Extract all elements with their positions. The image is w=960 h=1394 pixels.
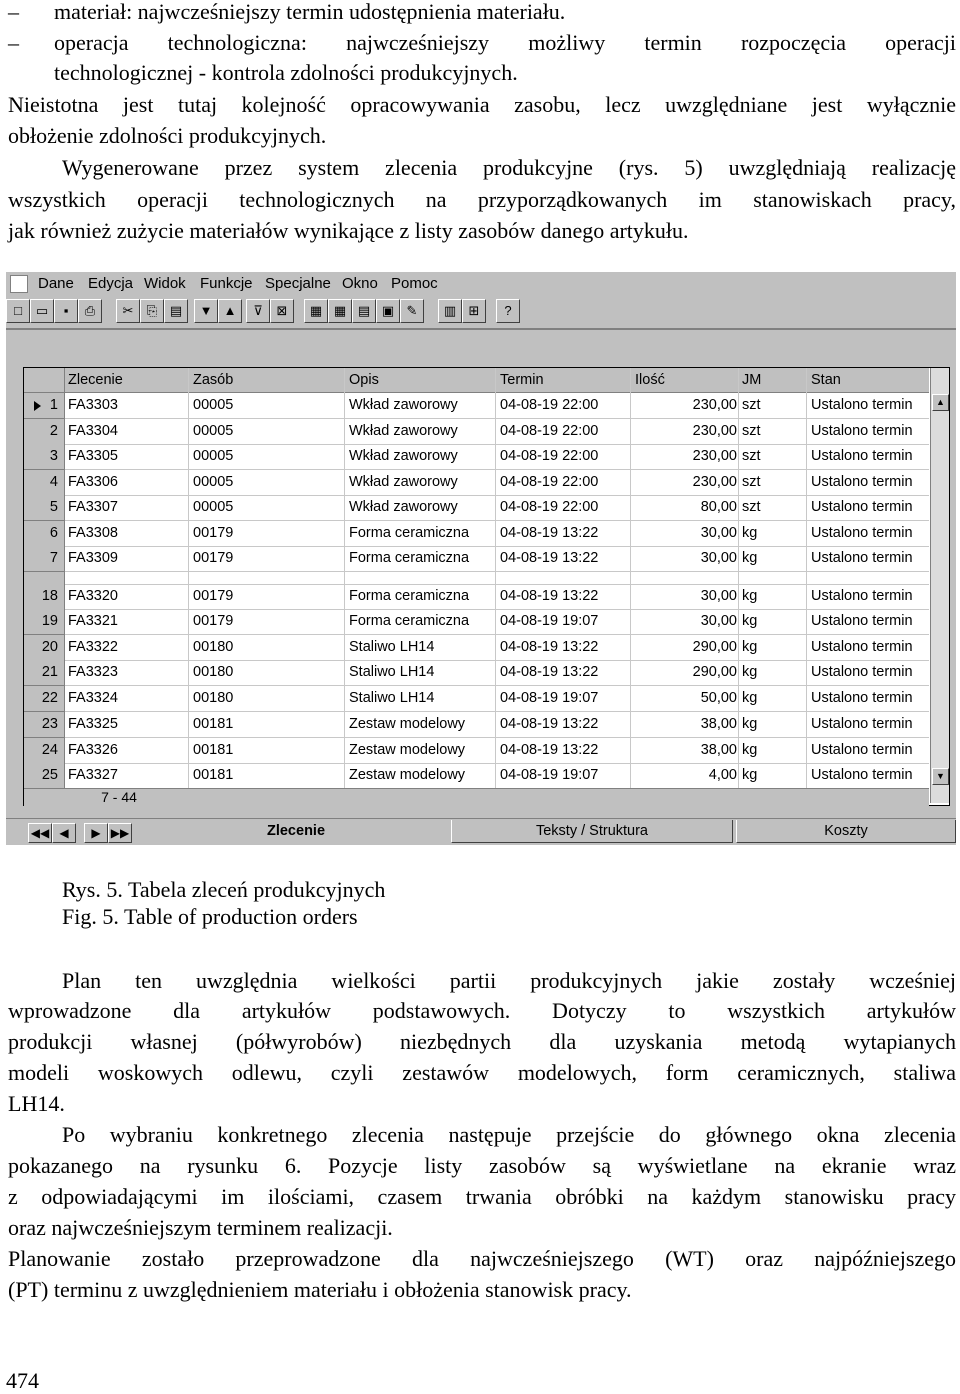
tab-bar: [6, 818, 956, 845]
table-header: [24, 368, 929, 393]
bullet-line-1: [8, 0, 19, 27]
row-number[interactable]: [24, 470, 65, 496]
row-number-label: 2: [49, 423, 58, 439]
cell-stan[interactable]: Ustalono termin: [811, 639, 913, 655]
cell-jm[interactable]: kg: [742, 639, 758, 655]
cell-opis[interactable]: Forma ceramiczna: [349, 525, 470, 541]
paragraph-4-line-2: pokazanego na rysunku 6. Pozycje listy zasobów są wyświetlane na ekranie wraz: [8, 1153, 956, 1178]
cell-jm[interactable]: kg: [742, 550, 758, 566]
row-number-label: 24: [41, 742, 58, 758]
row-number-label: 22: [41, 690, 58, 706]
cell-jm[interactable]: kg: [742, 664, 758, 680]
cell-zasob[interactable]: 00179: [193, 588, 234, 604]
cell-zasob[interactable]: 00179: [193, 613, 234, 629]
cell-opis[interactable]: Zestaw modelowy: [349, 767, 466, 783]
orders-table: [23, 367, 950, 806]
table-row[interactable]: [24, 393, 929, 419]
cell-opis[interactable]: Zestaw modelowy: [349, 716, 466, 732]
menu-funkcje[interactable]: Funkcje: [200, 275, 253, 292]
cell-ilosc[interactable]: 230,00: [692, 474, 737, 490]
cell-zasob[interactable]: 00179: [193, 550, 234, 566]
scroll-down-icon[interactable]: ▼: [932, 768, 949, 785]
table-row[interactable]: [24, 712, 929, 738]
column-separator[interactable]: [344, 368, 345, 788]
cell-jm[interactable]: szt: [742, 474, 761, 490]
menu-specjalne[interactable]: Specjalne: [265, 275, 331, 292]
prev-record-icon[interactable]: ◀: [52, 823, 76, 843]
table-row[interactable]: [24, 609, 929, 635]
cell-ilosc[interactable]: 290,00: [692, 639, 737, 655]
paragraph-1-line-1: Nieistotna jest tutaj kolejność opracowywania zasobu, lecz uwzględniane jest wyłącznie: [8, 92, 956, 117]
table-row[interactable]: [24, 546, 929, 572]
copy-icon[interactable]: ⎘: [140, 299, 164, 323]
table-footer: [24, 788, 929, 806]
table-row[interactable]: [24, 584, 929, 610]
tab-zlecenie[interactable]: Zlecenie: [146, 820, 446, 842]
cell-zlecenie[interactable]: FA3324: [68, 690, 118, 706]
bullet-operation: operacja technologiczna: najwcześniejszy możliwy termin rozpoczęcia operacji: [54, 30, 956, 55]
table-row[interactable]: [24, 521, 929, 547]
col-termin[interactable]: Termin: [500, 372, 544, 388]
paragraph-4-line-1: Po wybraniu konkretnego zlecenia następuje przejście do głównego okna zlecenia: [62, 1122, 956, 1147]
table-row[interactable]: [24, 763, 929, 789]
cell-opis[interactable]: Staliwo LH14: [349, 639, 435, 655]
cell-termin[interactable]: 04-08-19 22:00: [500, 448, 599, 464]
paragraph-2-line-3: jak również zużycie materiałów wynikające z listy zasobów danego artykułu.: [8, 218, 689, 243]
row-number-label: 18: [41, 588, 58, 604]
cell-zlecenie[interactable]: FA3321: [68, 613, 118, 629]
row-number[interactable]: [24, 609, 65, 635]
table-row[interactable]: [24, 470, 929, 496]
cell-ilosc[interactable]: 38,00: [700, 742, 737, 758]
cell-zasob[interactable]: 00180: [193, 639, 234, 655]
cell-ilosc[interactable]: 80,00: [700, 499, 737, 515]
menu-pomoc[interactable]: Pomoc: [391, 275, 438, 292]
paragraph-2-line-1: Wygenerowane przez system zlecenia produkcyjne (rys. 5) uwzględniają realizację: [62, 155, 956, 180]
row-number[interactable]: [24, 712, 65, 738]
vertical-scrollbar[interactable]: [930, 368, 949, 803]
row-number[interactable]: [24, 763, 65, 789]
cell-zasob[interactable]: 00005: [193, 448, 234, 464]
cell-termin[interactable]: 04-08-19 22:00: [500, 423, 599, 439]
column-separator[interactable]: [806, 368, 807, 788]
cell-zasob[interactable]: 00005: [193, 474, 234, 490]
cell-ilosc[interactable]: 38,00: [700, 716, 737, 732]
cell-termin[interactable]: 04-08-19 19:07: [500, 767, 599, 783]
table-row[interactable]: [24, 419, 929, 445]
cell-termin[interactable]: 04-08-19 22:00: [500, 397, 599, 413]
cell-opis[interactable]: Wkład zaworowy: [349, 448, 458, 464]
paragraph-1-line-2: obłożenie zdolności produkcyjnych.: [8, 123, 327, 148]
cell-opis[interactable]: Wkład zaworowy: [349, 499, 458, 515]
sort-down-icon[interactable]: ▼: [194, 299, 218, 323]
table-row[interactable]: [24, 660, 929, 686]
cell-zasob[interactable]: 00180: [193, 690, 234, 706]
paste-icon[interactable]: ▤: [164, 299, 188, 323]
corner-cell: [24, 368, 65, 392]
paragraph-2-line-2: wszystkich operacji technologicznych na przyporządkowanych im stanowiskach pracy,: [8, 187, 956, 212]
cell-stan[interactable]: Ustalono termin: [811, 690, 913, 706]
row-number-label: 25: [41, 767, 58, 783]
row-number[interactable]: [24, 444, 65, 470]
cell-zlecenie[interactable]: FA3322: [68, 639, 118, 655]
paragraph-3-line-5: LH14.: [8, 1091, 65, 1116]
cell-termin[interactable]: 04-08-19 22:00: [500, 499, 599, 515]
cell-termin[interactable]: 04-08-19 13:22: [500, 550, 599, 566]
cell-ilosc[interactable]: 230,00: [692, 423, 737, 439]
row-number[interactable]: [24, 546, 65, 572]
cell-ilosc[interactable]: 4,00: [708, 767, 737, 783]
cell-termin[interactable]: 04-08-19 13:22: [500, 639, 599, 655]
column-separator[interactable]: [188, 368, 189, 788]
cell-opis[interactable]: Staliwo LH14: [349, 690, 435, 706]
bullet-line-2: –: [8, 30, 19, 55]
cell-zasob[interactable]: 00005: [193, 397, 234, 413]
menu-dane[interactable]: Dane: [38, 275, 74, 292]
row-number[interactable]: [24, 660, 65, 686]
cell-termin[interactable]: 04-08-19 13:22: [500, 742, 599, 758]
column-separator[interactable]: [495, 368, 496, 788]
cell-zasob[interactable]: 00181: [193, 742, 234, 758]
row-number-label: 5: [49, 499, 58, 515]
cell-zlecenie[interactable]: FA3327: [68, 767, 118, 783]
help-icon[interactable]: ?: [496, 299, 520, 323]
bullet-material: materiał: najwcześniejszy termin udostępnienia materiału.: [54, 0, 566, 24]
table-row[interactable]: [24, 635, 929, 661]
menu-edycja[interactable]: Edycja: [88, 275, 134, 292]
table-row[interactable]: [24, 495, 929, 521]
cell-zlecenie[interactable]: FA3320: [68, 588, 118, 604]
row-number-label: 6: [49, 525, 58, 541]
cell-stan[interactable]: Ustalono termin: [811, 550, 913, 566]
menu-okno[interactable]: Okno: [342, 275, 378, 292]
row-number[interactable]: [24, 419, 65, 445]
scroll-up-icon[interactable]: ▲: [932, 394, 949, 411]
cell-opis[interactable]: Staliwo LH14: [349, 664, 435, 680]
columns-icon[interactable]: ▥: [438, 299, 462, 323]
row-number[interactable]: [24, 686, 65, 712]
cell-stan[interactable]: Ustalono termin: [811, 767, 913, 783]
first-record-icon[interactable]: ◀◀: [28, 823, 52, 843]
cell-jm[interactable]: szt: [742, 423, 761, 439]
cell-zasob[interactable]: 00005: [193, 423, 234, 439]
paragraph-3-line-4: modeli woskowych odlewu, czyli zestawów modelowych, form ceramicznych, staliwa: [8, 1060, 956, 1085]
row-number-label: 7: [49, 550, 58, 566]
row-number[interactable]: [24, 738, 65, 764]
paragraph-4-line-3: z odpowiadającymi im ilościami, czasem trwania obróbki na każdym stanowisku pracy: [8, 1184, 956, 1209]
cell-zlecenie[interactable]: FA3326: [68, 742, 118, 758]
print-icon[interactable]: ⎙: [78, 299, 102, 323]
filter-off-icon[interactable]: ⊠: [270, 299, 294, 323]
dash: –: [8, 0, 19, 24]
cell-jm[interactable]: kg: [742, 588, 758, 604]
row-number-label: 20: [41, 639, 58, 655]
cell-opis[interactable]: Wkład zaworowy: [349, 423, 458, 439]
menu-widok[interactable]: Widok: [144, 275, 186, 292]
table-row[interactable]: [24, 444, 929, 470]
cell-zlecenie[interactable]: FA3306: [68, 474, 118, 490]
table-row[interactable]: [24, 686, 929, 712]
col-zlecenie[interactable]: Zlecenie: [68, 372, 123, 388]
row-number[interactable]: [24, 495, 65, 521]
cell-opis[interactable]: Wkład zaworowy: [349, 474, 458, 490]
current-row-arrow-icon: [34, 401, 41, 411]
cell-ilosc[interactable]: 30,00: [700, 525, 737, 541]
cell-zlecenie[interactable]: FA3307: [68, 499, 118, 515]
col-ilosc[interactable]: Ilość: [635, 372, 665, 388]
cell-termin[interactable]: 04-08-19 13:22: [500, 525, 599, 541]
cell-jm[interactable]: szt: [742, 499, 761, 515]
cell-zlecenie[interactable]: FA3303: [68, 397, 118, 413]
row-number[interactable]: [24, 521, 65, 547]
cell-zlecenie[interactable]: FA3323: [68, 664, 118, 680]
cell-opis[interactable]: Zestaw modelowy: [349, 742, 466, 758]
cell-zasob[interactable]: 00181: [193, 716, 234, 732]
grid-view-icon[interactable]: ▦: [328, 299, 352, 323]
sort-up-icon[interactable]: ▲: [218, 299, 242, 323]
row-number-label: 3: [49, 448, 58, 464]
cell-jm[interactable]: szt: [742, 448, 761, 464]
paragraph-3-line-2: wprowadzone dla artykułów podstawowych. Dotyczy to wszystkich artykułów: [8, 998, 956, 1023]
cell-ilosc[interactable]: 30,00: [700, 613, 737, 629]
cell-jm[interactable]: kg: [742, 613, 758, 629]
cell-opis[interactable]: Forma ceramiczna: [349, 588, 470, 604]
new-icon[interactable]: □: [6, 299, 30, 323]
paragraph-4-line-4: oraz najwcześniejszym terminem realizacji.: [8, 1215, 393, 1240]
cell-stan[interactable]: Ustalono termin: [811, 525, 913, 541]
cell-jm[interactable]: kg: [742, 690, 758, 706]
system-menu-icon[interactable]: [10, 275, 28, 293]
next-record-icon[interactable]: ▶: [84, 823, 108, 843]
col-opis[interactable]: Opis: [349, 372, 379, 388]
row-number-label: 21: [41, 664, 58, 680]
cell-stan[interactable]: Ustalono termin: [811, 474, 913, 490]
paragraph-5-line-1: Planowanie zostało przeprowadzone dla najwcześniejszego (WT) oraz najpóźniejszego: [8, 1246, 956, 1271]
row-number-label: 19: [41, 613, 58, 629]
cell-zasob[interactable]: 00180: [193, 664, 234, 680]
tab-teksty-struktura[interactable]: Teksty / Struktura: [451, 820, 733, 843]
last-record-icon[interactable]: ▶▶: [108, 823, 132, 843]
toolbar: [6, 296, 956, 326]
cell-opis[interactable]: Forma ceramiczna: [349, 550, 470, 566]
tab-koszty[interactable]: Koszty: [736, 820, 956, 843]
cell-jm[interactable]: kg: [742, 525, 758, 541]
cell-zasob[interactable]: 00005: [193, 499, 234, 515]
form-view-icon[interactable]: ▤: [352, 299, 376, 323]
application-window: [6, 272, 956, 845]
cell-zlecenie[interactable]: FA3308: [68, 525, 118, 541]
row-number[interactable]: [24, 635, 65, 661]
row-number[interactable]: [24, 584, 65, 610]
col-stan[interactable]: Stan: [811, 372, 841, 388]
cell-stan[interactable]: Ustalono termin: [811, 742, 913, 758]
open-icon[interactable]: ▭: [30, 299, 54, 323]
tree-icon[interactable]: ⊞: [462, 299, 486, 323]
column-separator[interactable]: [738, 368, 739, 788]
cell-termin[interactable]: 04-08-19 13:22: [500, 716, 599, 732]
cell-stan[interactable]: Ustalono termin: [811, 588, 913, 604]
cell-stan[interactable]: Ustalono termin: [811, 613, 913, 629]
paragraph-3-line-3: produkcji własnej (półwyrobów) niezbędnych dla uzyskania metodą wytapianych: [8, 1029, 956, 1054]
cell-ilosc[interactable]: 30,00: [700, 550, 737, 566]
list-view-icon[interactable]: ▣: [376, 299, 400, 323]
cell-opis[interactable]: Wkład zaworowy: [349, 397, 458, 413]
record-range: 7 - 44: [24, 789, 214, 805]
bullet-operation-cont: technologicznej - kontrola zdolności produkcyjnych.: [54, 60, 518, 85]
col-zasob[interactable]: Zasób: [193, 372, 234, 388]
cell-ilosc[interactable]: 230,00: [692, 448, 737, 464]
cell-stan[interactable]: Ustalono termin: [811, 716, 913, 732]
filter-icon[interactable]: ⊽: [246, 299, 270, 323]
cell-opis[interactable]: Forma ceramiczna: [349, 613, 470, 629]
cell-zlecenie[interactable]: FA3305: [68, 448, 118, 464]
row-number-label: 4: [49, 474, 58, 490]
cell-ilosc[interactable]: 50,00: [700, 690, 737, 706]
paragraph-5-line-2: (PT) terminu z uwzględnieniem materiału i obłożenia stanowisk pracy.: [8, 1277, 632, 1302]
page-number: 474: [6, 1368, 39, 1393]
cell-zasob[interactable]: 00179: [193, 525, 234, 541]
cell-ilosc[interactable]: 290,00: [692, 664, 737, 680]
cut-icon[interactable]: ✂: [116, 299, 140, 323]
cell-zlecenie[interactable]: FA3309: [68, 550, 118, 566]
cell-ilosc[interactable]: 30,00: [700, 588, 737, 604]
paragraph-3-line-1: Plan ten uwzględnia wielkości partii produkcyjnych jakie zostały wcześniej: [62, 968, 956, 993]
cell-stan[interactable]: Ustalono termin: [811, 448, 913, 464]
row-number-label: 1: [49, 397, 58, 413]
row-number-label: 23: [41, 716, 58, 732]
table-row[interactable]: [24, 738, 929, 764]
row-number[interactable]: [24, 393, 65, 419]
cell-zlecenie[interactable]: FA3304: [68, 423, 118, 439]
col-jm[interactable]: JM: [742, 372, 762, 388]
cell-jm[interactable]: kg: [742, 767, 758, 783]
cell-stan[interactable]: Ustalono termin: [811, 423, 913, 439]
save-icon[interactable]: ▪: [54, 299, 78, 323]
cell-jm[interactable]: kg: [742, 742, 758, 758]
cell-termin[interactable]: 04-08-19 13:22: [500, 588, 599, 604]
cell-jm[interactable]: szt: [742, 397, 761, 413]
cell-jm[interactable]: kg: [742, 716, 758, 732]
cell-termin[interactable]: 04-08-19 19:07: [500, 690, 599, 706]
cell-termin[interactable]: 04-08-19 13:22: [500, 664, 599, 680]
cell-stan[interactable]: Ustalono termin: [811, 664, 913, 680]
edit-icon[interactable]: ✎: [400, 299, 424, 323]
table-view-icon[interactable]: ▦: [304, 299, 328, 323]
figure-caption-pl: Rys. 5. Tabela zleceń produkcyjnych: [62, 877, 386, 902]
cell-termin[interactable]: 04-08-19 19:07: [500, 613, 599, 629]
column-separator[interactable]: [630, 368, 631, 788]
cell-stan[interactable]: Ustalono termin: [811, 499, 913, 515]
cell-stan[interactable]: Ustalono termin: [811, 397, 913, 413]
cell-zasob[interactable]: 00181: [193, 767, 234, 783]
cell-ilosc[interactable]: 230,00: [692, 397, 737, 413]
menu-bar: [6, 272, 956, 296]
figure-caption-en: Fig. 5. Table of production orders: [62, 904, 358, 929]
cell-zlecenie[interactable]: FA3325: [68, 716, 118, 732]
cell-termin[interactable]: 04-08-19 22:00: [500, 474, 599, 490]
